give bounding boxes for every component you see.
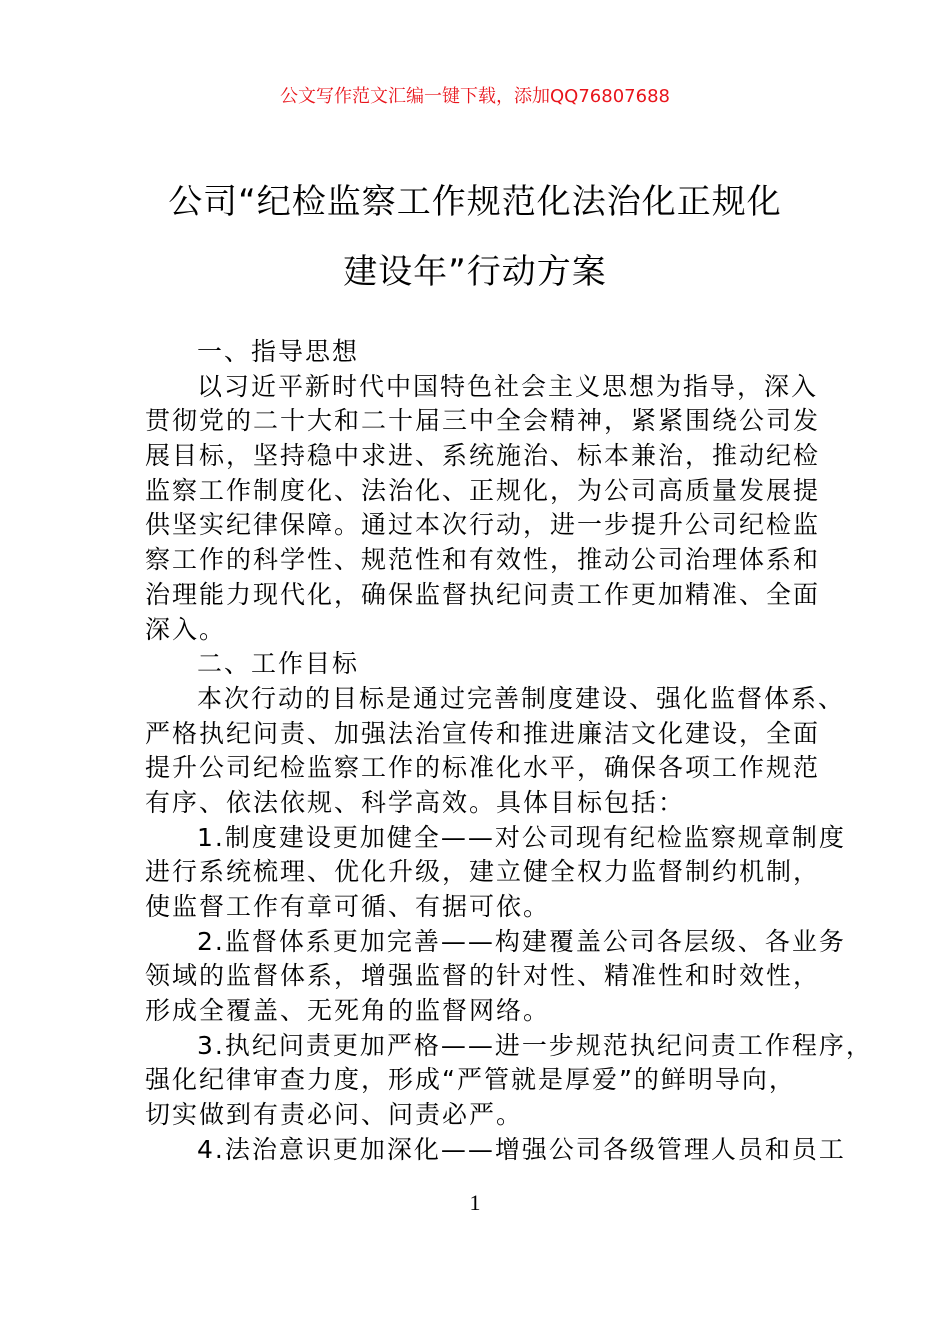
paragraph	[145, 1029, 873, 1133]
text-line: 深入。	[145, 614, 227, 644]
text-line: 本次行动的目标是通过完善制度建设、强化监督体系、	[197, 683, 846, 713]
paragraph	[145, 1133, 845, 1168]
text-line: 2.监督体系更加完善——构建覆盖公司各层级、各业务	[197, 926, 846, 956]
text-line: 领域的监督体系，增强监督的针对性、精准性和时效性，	[145, 961, 821, 991]
text-line: 治理能力现代化，确保监督执纪问责工作更加精准、全面	[145, 579, 821, 609]
text-line: 形成全覆盖、无死角的监督网络。	[145, 996, 551, 1026]
text-line: 展目标，坚持稳中求进、系统施治、标本兼治，推动纪检	[145, 441, 821, 471]
text-line: 察工作的科学性、规范性和有效性，推动公司治理体系和	[145, 545, 821, 575]
text-line: 供坚实纪律保障。通过本次行动，进一步提升公司纪检监	[145, 510, 821, 540]
text-line: 切实做到有责必问、问责必严。	[145, 1100, 524, 1130]
text-line: 强化纪律审查力度，形成“严管就是厚爱”的鲜明导向，	[145, 1065, 796, 1095]
text-line: 贯彻党的二十大和二十届三中全会精神，紧紧围绕公司发	[145, 406, 821, 436]
text-line: 有序、依法依规、科学高效。具体目标包括：	[145, 787, 686, 817]
document-title-line-1: 公司“纪检监察工作规范化法治化正规化	[168, 182, 782, 222]
paragraph	[145, 925, 845, 1029]
page-number: 1	[469, 1190, 481, 1215]
text-line: 进行系统梳理、优化升级，建立健全权力监督制约机制，	[145, 857, 821, 887]
text-line: 1.制度建设更加健全——对公司现有纪检监察规章制度	[197, 822, 846, 852]
text-line: 使监督工作有章可循、有据可依。	[145, 892, 551, 921]
text-line: 提升公司纪检监察工作的标准化水平，确保各项工作规范	[145, 753, 821, 783]
paragraph	[145, 682, 845, 821]
download-banner: 公文写作范文汇编一键下载，添加QQ76807688	[280, 86, 670, 107]
text-line: 严格执纪问责、加强法治宣传和推进廉洁文化建设，全面	[145, 718, 821, 748]
paragraph	[145, 821, 845, 925]
document-body	[145, 335, 873, 1168]
text-line: 4.法治意识更加深化——增强公司各级管理人员和员工	[197, 1134, 846, 1164]
paragraph	[145, 647, 845, 682]
paragraph	[145, 370, 845, 648]
paragraph	[145, 335, 845, 370]
text-line: 一、指导思想	[197, 337, 360, 366]
document-title-line-2: 建设年”行动方案	[343, 252, 607, 292]
text-line: 二、工作目标	[197, 649, 360, 679]
text-line: 监察工作制度化、法治化、正规化，为公司高质量发展提	[145, 475, 821, 505]
text-line: 以习近平新时代中国特色社会主义思想为指导，深入	[197, 371, 819, 401]
text-line: 3.执纪问责更加严格——进一步规范执纪问责工作程序，	[197, 1030, 873, 1060]
